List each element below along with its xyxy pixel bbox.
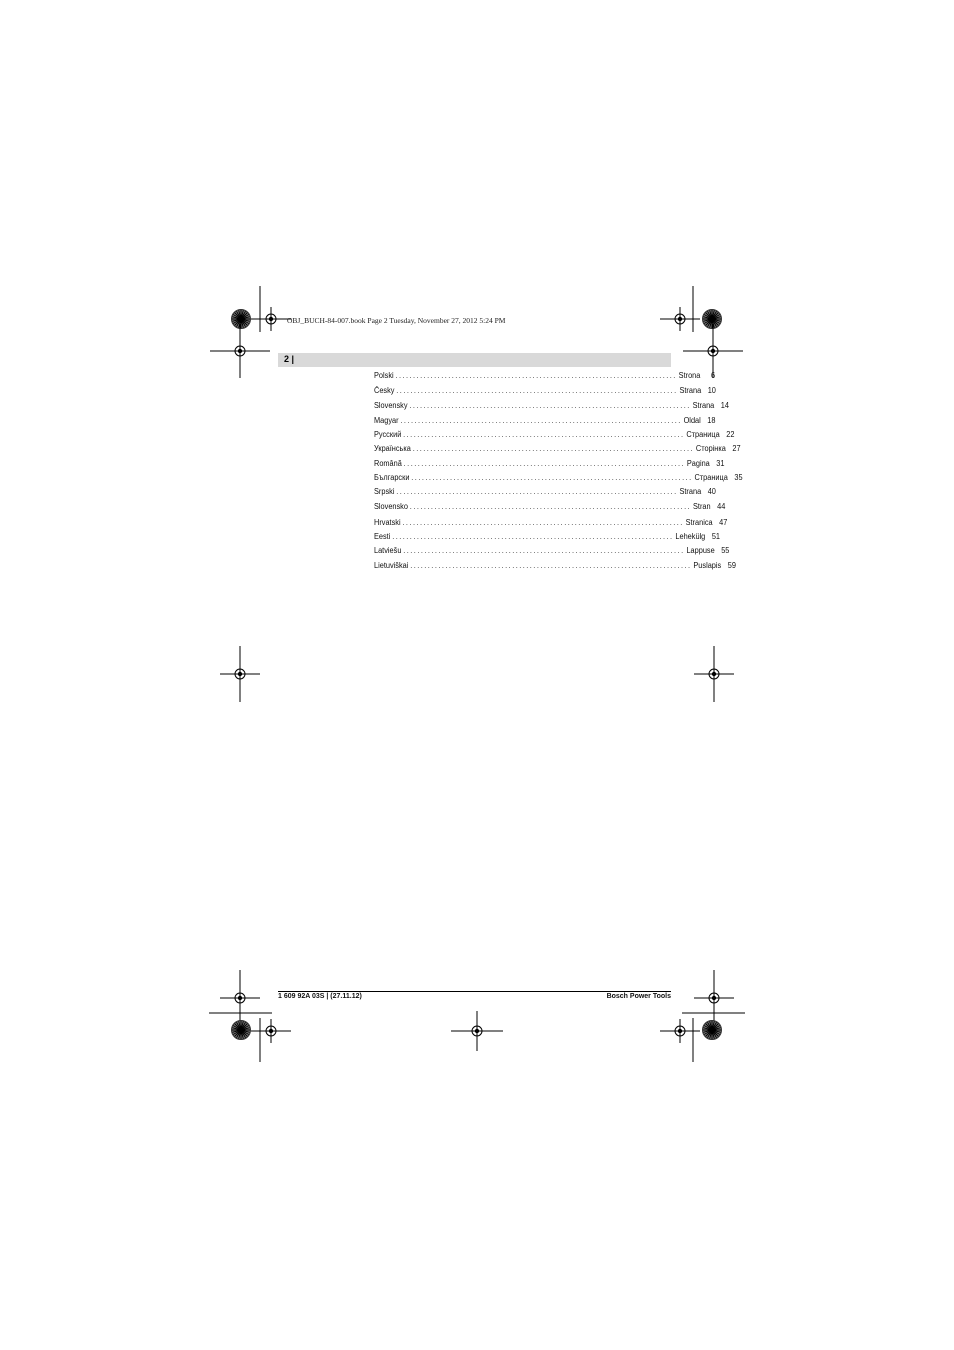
toc-page-number: 27	[732, 444, 741, 453]
toc-page-number: 10	[707, 386, 716, 395]
toc-leader-dots: ................................................................................	[403, 546, 685, 555]
toc-page-number: 6	[710, 371, 716, 380]
toc-page-number: 44	[717, 502, 726, 511]
toc-row	[374, 385, 716, 397]
toc-leader-dots: ................................................................................	[400, 416, 682, 425]
toc-page-number: 59	[727, 561, 736, 570]
toc-row	[374, 458, 725, 470]
toc-language: Română	[374, 459, 402, 468]
toc-language: Lietuviškai	[374, 561, 409, 570]
toc-page-label: Strana	[692, 401, 715, 410]
toc-leader-dots: ................................................................................	[410, 561, 692, 570]
toc-page-label: Lehekülg	[675, 532, 706, 541]
toc-row	[374, 517, 728, 529]
toc-language: Български	[374, 473, 410, 482]
toc-row	[374, 400, 729, 412]
toc-language: Eesti	[374, 532, 391, 541]
toc-page-label: Strana	[679, 386, 702, 395]
toc-leader-dots: ................................................................................	[395, 371, 677, 380]
toc-page-label: Strona	[678, 371, 701, 380]
toc-language: Magyar	[374, 416, 399, 425]
toc-page-label: Stran	[692, 502, 711, 511]
toc-row	[374, 501, 726, 513]
page-number: 2 |	[284, 354, 295, 364]
toc-page-number: 31	[716, 459, 725, 468]
page-header-bar	[278, 353, 671, 367]
toc-language: Srpski	[374, 487, 395, 496]
toc-row	[374, 560, 736, 572]
footer-brand: Bosch Power Tools	[606, 993, 671, 1000]
toc-language: Українська	[374, 444, 411, 453]
toc-language: Hrvatski	[374, 518, 401, 527]
toc-leader-dots: ................................................................................	[402, 518, 684, 527]
toc-page-number: 40	[707, 487, 716, 496]
toc-row	[374, 443, 741, 455]
toc-leader-dots: ................................................................................	[409, 401, 691, 410]
toc-page-label: Pagina	[686, 459, 710, 468]
toc-leader-dots: ................................................................................	[411, 473, 693, 482]
toc-page-label: Strana	[679, 487, 702, 496]
toc-row	[374, 429, 735, 441]
footer-document-number: 1 609 92A 03S | (27.11.12)	[278, 993, 362, 1000]
toc-language: Latviešu	[374, 546, 402, 555]
toc-leader-dots: ................................................................................	[403, 430, 685, 439]
toc-page-number: 22	[726, 430, 735, 439]
toc-page-number: 14	[720, 401, 729, 410]
toc-page-label: Сторінка	[695, 444, 726, 453]
toc-row	[374, 531, 721, 543]
toc-row	[374, 370, 716, 382]
toc-page-label: Stranica	[685, 518, 713, 527]
toc-leader-dots: ................................................................................	[396, 487, 678, 496]
toc-leader-dots: ................................................................................	[392, 532, 674, 541]
toc-language: Slovensko	[374, 502, 408, 511]
toc-page-number: 18	[707, 416, 716, 425]
toc-row	[374, 472, 743, 484]
toc-page-label: Страница	[686, 430, 720, 439]
toc-leader-dots: ................................................................................	[412, 444, 695, 453]
toc-language: Slovensky	[374, 401, 408, 410]
toc-row	[374, 545, 730, 557]
toc-page-number: 51	[711, 532, 721, 541]
toc-page-number: 35	[734, 473, 743, 482]
footer-rule	[278, 991, 671, 992]
toc-page-number: 47	[719, 518, 728, 527]
toc-leader-dots: ................................................................................	[403, 459, 686, 468]
toc-language: Polski	[374, 371, 394, 380]
toc-row	[374, 486, 716, 498]
toc-page-label: Oldal	[683, 416, 701, 425]
toc-row	[374, 415, 716, 427]
toc-leader-dots: ................................................................................	[409, 502, 692, 511]
toc-page-label: Lappuse	[686, 546, 715, 555]
toc-language: Русский	[374, 430, 402, 439]
toc-page-label: Puslapis	[693, 561, 722, 570]
toc-page-number: 55	[721, 546, 730, 555]
print-slug-line: OBJ_BUCH-84-007.book Page 2 Tuesday, November 27, 2012 5:24 PM	[287, 316, 506, 325]
toc-leader-dots: ................................................................................	[396, 386, 678, 395]
toc-page-label: Страница	[694, 473, 728, 482]
toc-language: Česky	[374, 386, 395, 395]
